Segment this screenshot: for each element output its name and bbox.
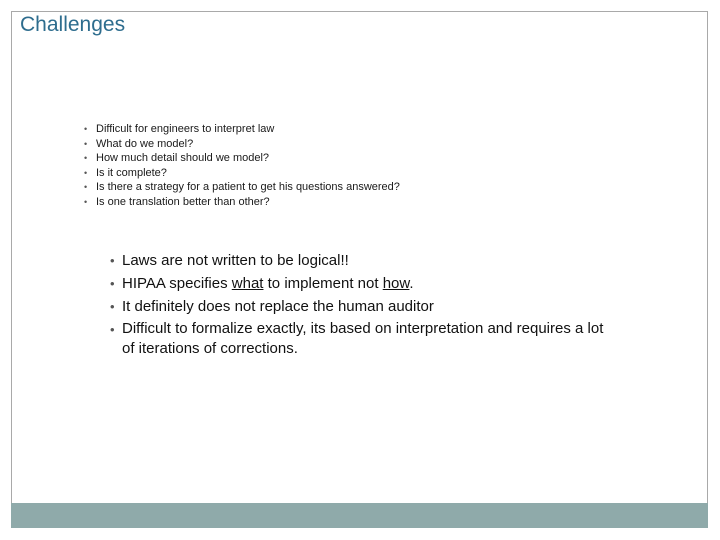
underlined-word-what: what [231, 275, 264, 292]
bullet-icon: • [84, 196, 88, 207]
bullet-icon: • [84, 138, 88, 149]
bullet-icon: • [84, 167, 88, 178]
list-item [84, 137, 400, 152]
bullet-icon: • [84, 182, 88, 193]
text-segment: . [409, 275, 414, 292]
bullet-icon: • [84, 153, 88, 164]
list-item-text: Difficult to formalize exactly, its based on interpretation and requires a lot of iterations of corrections. [122, 320, 604, 357]
text-segment: HIPAA specifies [122, 275, 232, 292]
bullet-icon: • [84, 124, 88, 134]
list-item [110, 272, 610, 295]
small-bullet-list [84, 122, 400, 210]
list-item-text: How much detail should we model? [96, 152, 270, 165]
list-item-text: Is one translation better than other? [96, 195, 270, 208]
footer-bar [11, 503, 708, 528]
underlined-word-how: how [382, 275, 410, 292]
list-item [84, 195, 400, 210]
list-item-text: Difficult for engineers to interpret law [96, 123, 275, 135]
list-item-text: What do we model? [96, 137, 194, 150]
list-item-text: Is it complete? [96, 166, 167, 179]
list-item [110, 318, 610, 359]
list-item [84, 151, 400, 166]
bullet-icon: • [110, 299, 115, 314]
list-item [84, 180, 400, 195]
large-bullet-list [110, 249, 610, 359]
list-item-text: It definitely does not replace the human auditor [122, 298, 434, 315]
slide-title: Challenges [20, 13, 126, 36]
text-segment: to implement not [263, 275, 383, 292]
bullet-icon: • [110, 322, 115, 337]
bullet-icon: • [110, 253, 115, 268]
list-item-text: Laws are not written to be logical!! [122, 252, 349, 269]
list-item [84, 122, 400, 137]
list-item-text [122, 275, 414, 292]
list-item [84, 166, 400, 181]
list-item [110, 249, 610, 272]
bullet-icon: • [110, 276, 115, 291]
list-item-text: Is there a strategy for a patient to get his questions answered? [96, 181, 400, 194]
list-item [110, 295, 610, 318]
